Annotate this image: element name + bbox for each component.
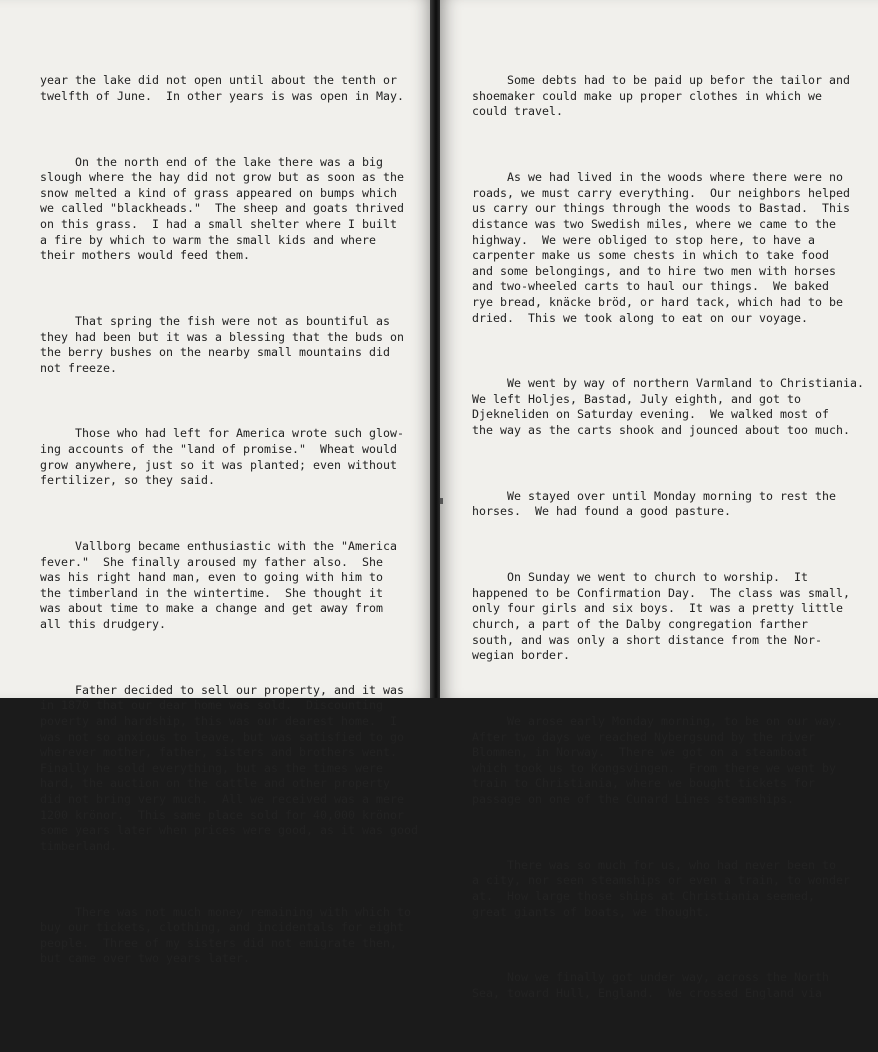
paragraph: There was not much money remaining with which to buy our tickets, clothing, and incidentals for eight people. Three of my sisters did not emigrate then, but came over two years later. xyxy=(40,904,412,966)
paragraph: That spring the fish were not as bountiful as they had been but it was a blessing that the buds on the berry bushes on the nearby small mountains did not freeze. xyxy=(40,313,405,375)
paragraph: We arose early Monday morning, to be on our way. After two days we reached Nybergsund by the river Blommen, in Norway. There we got on a steamboat which took us to Kongsvingen. From there we went by train to Christiania, where we bought tickets for passage on one of the Cunard Lines steamships. xyxy=(472,713,844,806)
paragraph: Some debts had to be paid up befor the tailor and shoemaker could make up proper clothes in which we could travel. xyxy=(472,73,851,119)
paragraph: We stayed over until Monday morning to rest the horses. We had found a good pasture. xyxy=(472,488,837,519)
paragraph: We went by way of northern Varmland to Christiania. We left Holjes, Bastad, July eighth, and got to Djekneliden on Saturday evening. We walked most of the way as the carts shook and jounced about too much. xyxy=(472,376,865,438)
right-page-text xyxy=(472,42,864,1052)
paragraph: Now we finally got under way, across the North Sea, toward Hull, England. We crossed England via xyxy=(472,970,830,1000)
paragraph: year the lake did not open until about the tenth or twelfth of June. In other years is was open in May. xyxy=(40,73,405,103)
paragraph: There was so much for us, who had never been to a city, nor seen steamships or even a train, to wonder at. How large those ships at Christiania seemed, great giants of boats, we thought. xyxy=(472,857,851,919)
paragraph: On the north end of the lake there was a big slough where the hay did not grow but as soon as the snow melted a kind of grass appeared on bumps which we called "blackheads." The sheep and goats thrived on this grass. I had a small shelter where I built a fire by which to warm the small kids and where their mothers would feed them. xyxy=(40,154,405,263)
margin-mark xyxy=(440,498,443,504)
paragraph: Vallborg became enthusiastic with the "America fever." She finally aroused my father also. She was his right hand man, even to going with him to the timberland in the wintertime. She thought it was about time to make a change and get away from all this drudgery. xyxy=(40,539,398,631)
paragraph: As we had lived in the woods where there were no roads, we must carry everything. Our neighbors helped us carry our things through the woods to Bastad. This distance was two Swedish miles, where we came to the highway. We were obliged to stop here, to have a carpenter make us some chests in which to take food and some belongings, and to hire two men with horses and two-wheeled carts to haul our things. We baked rye bread, knäcke bröd, or hard tack, which had to be dried. This we took along to eat on our voyage. xyxy=(472,170,851,325)
left-page-text xyxy=(40,42,418,1017)
paragraph: Those who had left for America wrote such glow- ing accounts of the "land of promise." Wheat would grow anywhere, just so it was planted; even without fertilizer, so they said. xyxy=(40,426,405,488)
paragraph: On Sunday we went to church to worship. It happened to be Confirmation Day. The class was small, only four girls and six boys. It was a pretty little church, a part of the Dalby congregation farther south, and was only a short distance from the Nor- wegian border. xyxy=(472,570,851,663)
left-page xyxy=(0,0,432,966)
paragraph: Father decided to sell our property, and it was in 1870 that our dear home was sold. Discounting poverty and hardship, this was our dearest home. I was not so anxious to leave, but was satisfied to go wherever mother, father, sisters and brothers went. Finally he sold everything, but as the times were hard, the auction on the cattle and other property did not bring very much. All we received was a mere 1200 krönor. This same place sold for 40,000 krönor some years later when prices were good, as it was good timberland. xyxy=(40,682,419,853)
right-page xyxy=(440,0,878,1000)
